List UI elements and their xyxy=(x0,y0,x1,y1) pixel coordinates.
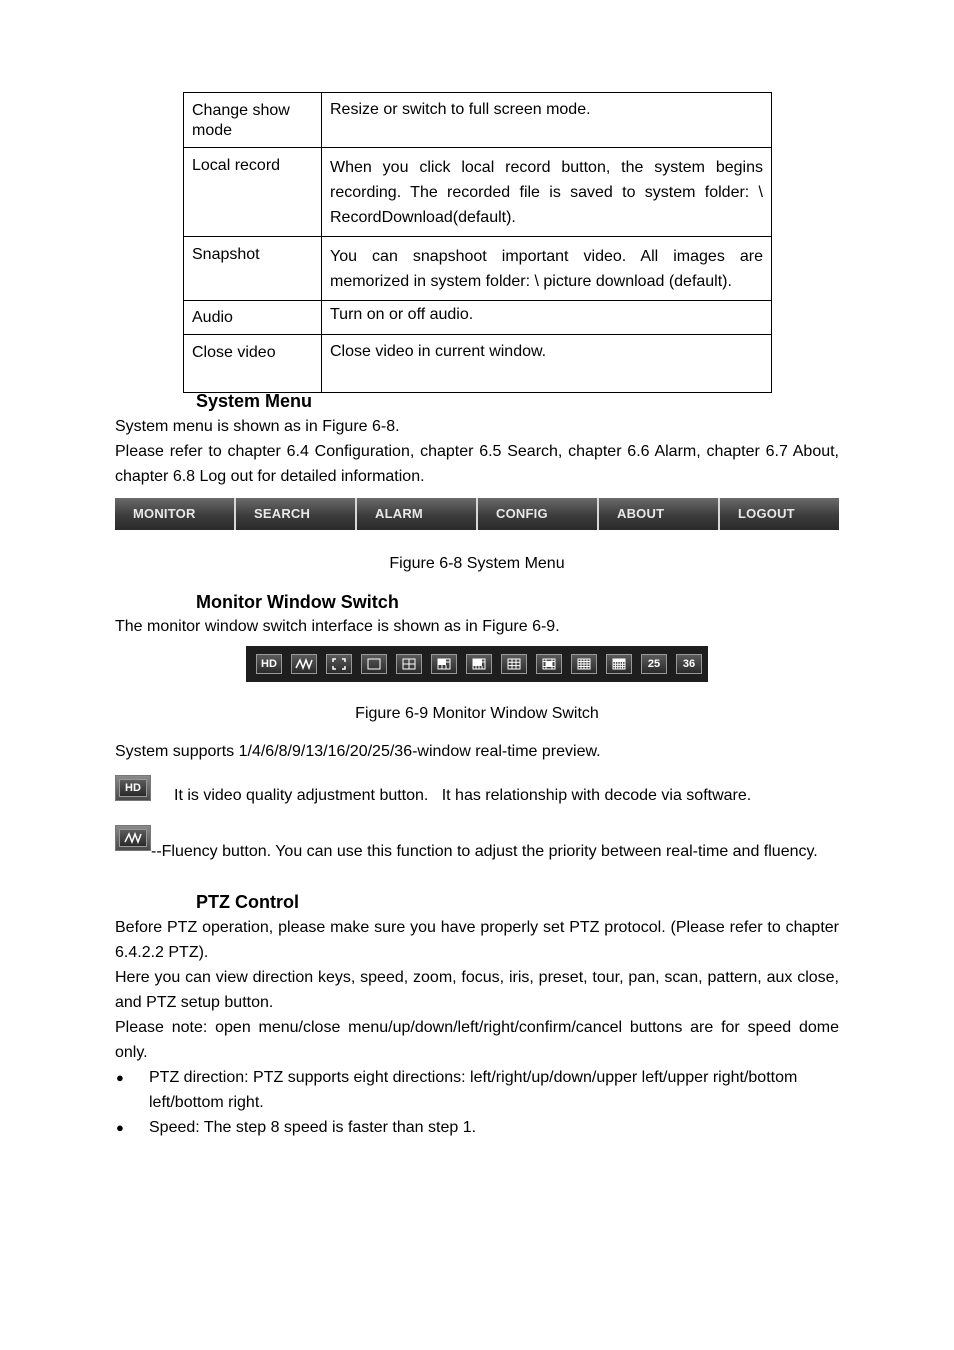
window-20-button[interactable] xyxy=(606,654,632,674)
table-row xyxy=(184,301,772,335)
menu-logout[interactable]: LOGOUT xyxy=(738,506,795,521)
six-window-icon xyxy=(437,658,451,670)
ptz-heading: PTZ Control xyxy=(196,892,299,912)
system-menu-heading: System Menu xyxy=(196,391,313,411)
system-menu-refer: Please refer to chapter 6.4 Configuration, chapter 6.5 Search, chapter 6.6 Alarm, chapter 6.7 About, chapter 6.8 Log out for detailed information. xyxy=(115,443,839,485)
feature-name: Close video xyxy=(184,335,322,393)
window-25-button[interactable]: 25 xyxy=(641,654,667,674)
feature-desc: Resize or switch to full screen mode. xyxy=(322,93,772,148)
fullscreen-button[interactable] xyxy=(326,654,352,674)
menu-monitor[interactable]: MONITOR xyxy=(115,498,236,530)
menu-about[interactable]: ABOUT xyxy=(599,498,720,530)
menu-alarm[interactable]: ALARM xyxy=(357,498,478,530)
thirteen-window-icon xyxy=(542,658,556,670)
feature-name: Local record xyxy=(184,148,322,237)
hd-icon: HD xyxy=(115,775,151,801)
window-support-text: System supports 1/4/6/8/9/13/16/20/25/36-window real-time preview. xyxy=(115,743,601,760)
fluency-icon xyxy=(295,658,313,670)
table-row xyxy=(184,148,772,237)
ptz-note: Please note: open menu/close menu/up/down/left/right/confirm/cancel buttons are for speed dome only. xyxy=(115,1019,839,1061)
menu-search[interactable]: SEARCH xyxy=(236,498,357,530)
feature-table xyxy=(183,92,772,393)
feature-desc: When you click local record button, the system begins recording. The recorded file is saved to system folder: \ RecordDownload(default). xyxy=(322,148,772,237)
system-menu-bar xyxy=(115,498,839,530)
monitor-switch-intro: The monitor window switch interface is shown as in Figure 6-9. xyxy=(115,618,560,635)
window-4-button[interactable] xyxy=(396,654,422,674)
table-row xyxy=(184,93,772,148)
figure-6-8-caption: Figure 6-8 System Menu xyxy=(389,555,565,572)
list-item: ● PTZ direction: PTZ supports eight directions: left/right/up/down/upper left/upper right/bottom left/bottom right. xyxy=(115,1065,839,1115)
sixteen-window-icon xyxy=(577,658,591,670)
feature-name: Snapshot xyxy=(184,237,322,301)
window-16-button[interactable] xyxy=(571,654,597,674)
ptz-intro: Before PTZ operation, please make sure you have properly set PTZ protocol. (Please refer to chapter 6.4.2.2 PTZ). xyxy=(115,919,839,961)
monitor-switch-heading: Monitor Window Switch xyxy=(196,592,399,612)
feature-desc: Turn on or off audio. xyxy=(322,301,772,335)
figure-6-9-caption: Figure 6-9 Monitor Window Switch xyxy=(355,705,599,722)
single-window-icon xyxy=(367,658,381,670)
feature-desc: Close video in current window. xyxy=(322,335,772,393)
monitor-window-switch-bar xyxy=(246,646,708,682)
system-menu-intro: System menu is shown as in Figure 6-8. xyxy=(115,418,400,435)
window-36-button[interactable]: 36 xyxy=(676,654,702,674)
fluency-description: --Fluency button. You can use this function to adjust the priority between real-time and fluency. xyxy=(151,843,818,860)
window-13-button[interactable] xyxy=(536,654,562,674)
quad-window-icon xyxy=(402,658,416,670)
hd-quality-button[interactable]: HD xyxy=(256,654,282,674)
table-row xyxy=(184,335,772,393)
list-item: ● Speed: The step 8 speed is faster than step 1. xyxy=(115,1115,839,1140)
window-1-button[interactable] xyxy=(361,654,387,674)
feature-desc: You can snapshoot important video. All images are memorized in system folder: \ picture download (default). xyxy=(322,237,772,301)
eight-window-icon xyxy=(472,658,486,670)
window-8-button[interactable] xyxy=(466,654,492,674)
nine-window-icon xyxy=(507,658,521,670)
feature-name: Audio xyxy=(184,301,322,335)
ptz-keys: Here you can view direction keys, speed, zoom, focus, iris, preset, tour, pan, scan, pattern, aux close, and PTZ setup button. xyxy=(115,969,839,1011)
fluency-button[interactable] xyxy=(291,654,317,674)
feature-name: Change show mode xyxy=(184,93,322,148)
table-row xyxy=(184,237,772,301)
hd-description: It is video quality adjustment button. It has relationship with decode via software. xyxy=(174,787,752,804)
fullscreen-icon xyxy=(332,658,346,670)
window-9-button[interactable] xyxy=(501,654,527,674)
window-6-button[interactable] xyxy=(431,654,457,674)
menu-config[interactable]: CONFIG xyxy=(478,498,599,530)
ptz-bullet-list xyxy=(115,1065,839,1140)
twenty-window-icon xyxy=(612,658,626,670)
